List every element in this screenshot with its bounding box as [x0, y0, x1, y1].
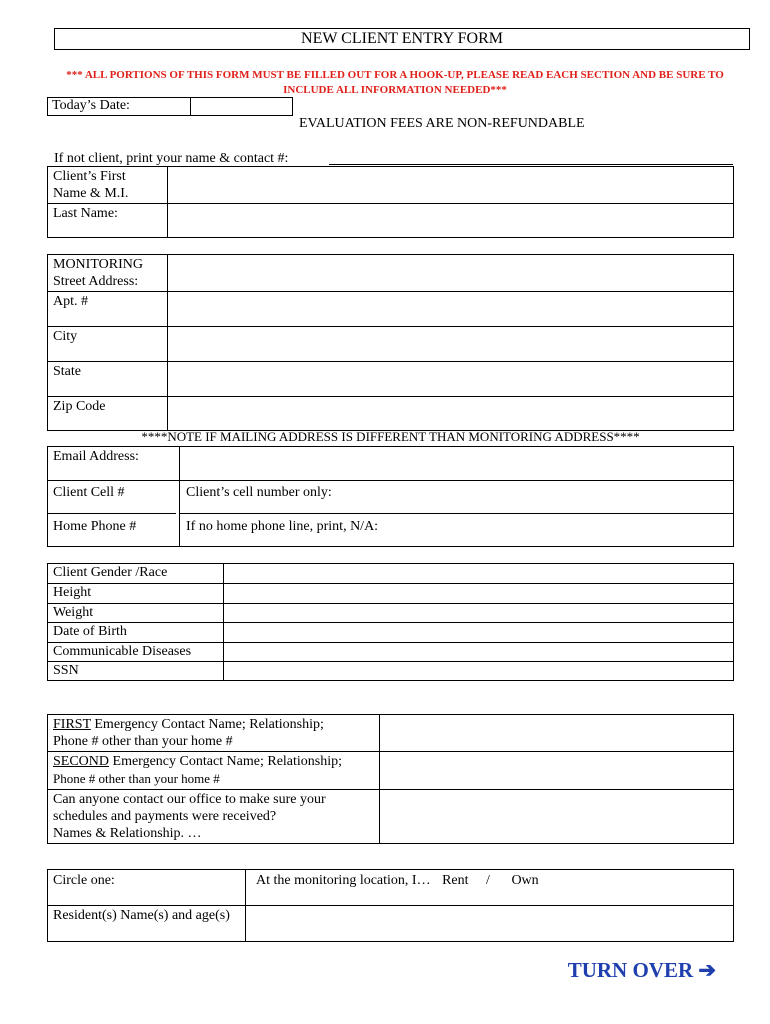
state-label: State: [48, 362, 168, 397]
second-word: SECOND: [53, 754, 110, 769]
second-emergency-label: [48, 752, 380, 790]
office-contact-field[interactable]: [380, 790, 734, 844]
height-field[interactable]: [224, 584, 734, 604]
home-phone-label: Home Phone #: [53, 519, 137, 534]
name-table: [47, 166, 734, 238]
circle-one-label: Circle one:: [48, 870, 246, 906]
not-client-prompt: If not client, print your name & contact #:: [54, 151, 289, 166]
turn-over-label: TURN OVER ➔: [567, 958, 716, 982]
email-field[interactable]: [180, 447, 734, 481]
rent-option[interactable]: Rent: [442, 873, 469, 888]
todays-date-field[interactable]: [191, 98, 293, 116]
state-field[interactable]: [168, 362, 734, 397]
todays-date-table: [47, 97, 293, 116]
zip-field[interactable]: [168, 397, 734, 431]
fees-note: EVALUATION FEES ARE NON-REFUNDABLE: [299, 116, 585, 131]
form-title: NEW CLIENT ENTRY FORM: [54, 28, 750, 50]
dob-label: Date of Birth: [48, 623, 224, 643]
office-question-line1: Can anyone contact our office to make sure your: [53, 792, 326, 807]
own-option[interactable]: Own: [511, 873, 539, 888]
residence-table: [47, 869, 734, 942]
last-name-field[interactable]: [168, 204, 734, 238]
zip-label: Zip Code: [48, 397, 168, 431]
last-name-label: Last Name:: [48, 204, 168, 238]
residents-label: Resident(s) Name(s) and age(s): [48, 906, 246, 942]
phone-labels-cell: [48, 481, 180, 547]
first-emergency-field[interactable]: [380, 715, 734, 752]
todays-date-label: Today’s Date:: [48, 98, 191, 116]
home-phone-hint: If no home phone line, print, N/A:: [186, 519, 379, 534]
client-cell-label: Client Cell #: [48, 481, 176, 514]
first-name-label: Client’s First Name & M.I.: [48, 167, 168, 204]
dob-field[interactable]: [224, 623, 734, 643]
street-label: Street Address:: [53, 274, 139, 289]
office-contact-label: [48, 790, 380, 844]
first-emergency-label: [48, 715, 380, 752]
communicable-diseases-label: Communicable Diseases: [48, 643, 224, 662]
emergency-table: [47, 714, 734, 844]
gender-race-field[interactable]: [224, 564, 734, 584]
office-question-line3: Names & Relationship. …: [53, 826, 202, 841]
first-rest: Emergency Contact Name; Relationship;: [90, 717, 324, 732]
contact-table: [47, 446, 734, 547]
apt-label: Apt. #: [48, 292, 168, 327]
first-phone-text: Phone # other than your home #: [53, 734, 233, 749]
monitoring-location-text: At the monitoring location, I…: [256, 873, 431, 888]
street-address-label: [48, 255, 168, 292]
second-rest: Emergency Contact Name; Relationship;: [109, 754, 343, 769]
first-name-field[interactable]: [168, 167, 734, 204]
home-phone-field[interactable]: [180, 514, 733, 540]
fill-out-warning: *** ALL PORTIONS OF THIS FORM MUST BE FILLED OUT FOR A HOOK-UP, PLEASE READ EACH SECTION AND BE SURE TO INCLUDE ALL INFORMATION NEEDED***: [66, 69, 724, 96]
communicable-diseases-field[interactable]: [224, 643, 734, 662]
city-field[interactable]: [168, 327, 734, 362]
second-phone-text: Phone # other than your home #: [53, 771, 220, 786]
rent-own-cell: [246, 870, 734, 906]
second-emergency-field[interactable]: [380, 752, 734, 790]
gender-race-label: Client Gender /Race: [48, 564, 224, 584]
mailing-address-note: ****NOTE IF MAILING ADDRESS IS DIFFERENT THAN MONITORING ADDRESS****: [141, 429, 640, 444]
residents-field[interactable]: [246, 906, 734, 942]
client-cell-hint: Client’s cell number only:: [186, 485, 332, 500]
street-address-field[interactable]: [168, 255, 734, 292]
address-table: [47, 254, 734, 431]
ssn-label: SSN: [48, 662, 224, 681]
weight-label: Weight: [48, 604, 224, 623]
height-label: Height: [48, 584, 224, 604]
phone-fields-cell: [180, 481, 734, 547]
ssn-field[interactable]: [224, 662, 734, 681]
not-client-line[interactable]: [329, 164, 733, 165]
monitoring-label: MONITORING: [53, 257, 143, 272]
rent-own-slash: /: [486, 873, 490, 888]
office-question-line2: schedules and payments were received?: [53, 809, 277, 824]
details-table: [47, 563, 734, 681]
apt-field[interactable]: [168, 292, 734, 327]
email-label: Email Address:: [48, 447, 180, 481]
city-label: City: [48, 327, 168, 362]
client-cell-field[interactable]: [180, 481, 733, 514]
first-word: FIRST: [53, 717, 91, 732]
weight-field[interactable]: [224, 604, 734, 623]
